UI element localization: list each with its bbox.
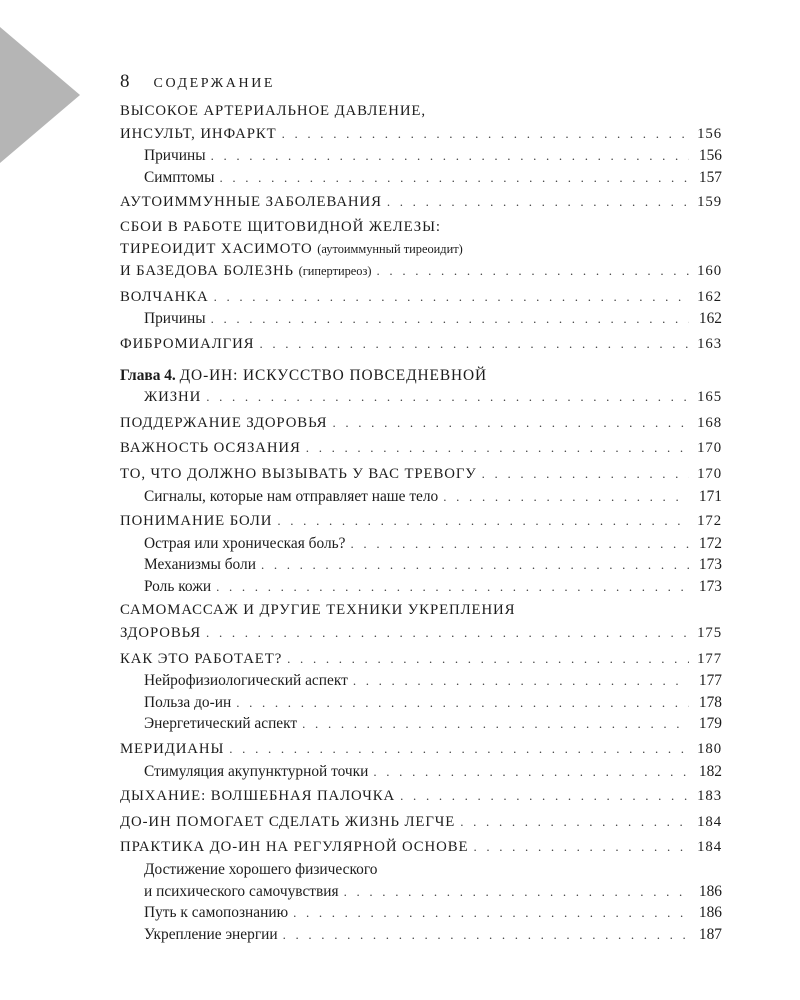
dot-leader xyxy=(216,576,689,598)
dot-leader xyxy=(214,286,689,308)
toc-page-number: 186 xyxy=(698,904,722,922)
dot-leader xyxy=(482,463,689,485)
toc-entry-title xyxy=(120,600,515,622)
toc-entry-text: Польза до-ин xyxy=(144,693,232,711)
toc-subentry xyxy=(120,486,722,508)
toc-entry-title xyxy=(120,464,477,486)
toc-entry-title xyxy=(144,713,297,735)
dot-leader xyxy=(400,785,689,807)
toc-page-number: 177 xyxy=(698,672,722,690)
toc-page-number: 170 xyxy=(697,465,722,482)
toc-entry-title xyxy=(144,308,206,330)
toc-subentry xyxy=(120,167,722,189)
toc-page-number: 173 xyxy=(698,577,722,595)
toc-entry-text: САМОМАССАЖ И ДРУГИЕ ТЕХНИКИ УКРЕПЛЕНИЯ xyxy=(120,602,516,619)
dot-leader xyxy=(236,692,689,714)
dot-leader xyxy=(306,437,689,459)
toc-entry xyxy=(120,260,722,283)
toc-entry xyxy=(120,785,722,808)
toc-entry-title xyxy=(120,192,382,214)
toc-entry-text: Механизмы боли xyxy=(144,556,256,574)
toc-entry xyxy=(120,412,722,435)
dot-leader xyxy=(302,713,689,735)
toc-page-number: 186 xyxy=(698,882,722,900)
toc-subentry xyxy=(120,761,722,783)
toc-entry-text: ВАЖНОСТЬ ОСЯЗАНИЯ xyxy=(120,440,301,457)
toc-entry-text: Укрепление энергии xyxy=(144,925,278,943)
toc-entry-text: Энергетический аспект xyxy=(144,715,298,733)
toc-entry-text: КАК ЭТО РАБОТАЕТ? xyxy=(120,650,283,667)
toc-page-number: 173 xyxy=(698,556,722,574)
dot-leader xyxy=(287,648,689,670)
toc-entry-title xyxy=(120,623,201,645)
toc-entry-title xyxy=(120,511,272,533)
toc-entry-text: И БАЗЕДОВА БОЛЕЗНЬ xyxy=(120,263,294,280)
toc-page-number: 171 xyxy=(698,487,722,505)
dot-leader xyxy=(351,533,689,555)
toc-entry-title xyxy=(120,217,441,239)
toc-entry-title xyxy=(144,554,256,576)
toc-page-number: 163 xyxy=(697,335,722,352)
toc-entry xyxy=(120,286,722,309)
toc-entry-title xyxy=(120,239,463,261)
toc-page-number: 162 xyxy=(698,310,722,328)
dot-leader xyxy=(211,145,689,167)
dot-leader xyxy=(377,260,689,282)
toc-entry-text: ФИБРОМИАЛГИЯ xyxy=(120,335,255,352)
toc-subentry xyxy=(120,576,722,598)
toc-page-number: 159 xyxy=(697,194,722,211)
toc-page-number: 168 xyxy=(697,414,722,431)
toc-entry-text: Нейрофизиологический аспект xyxy=(144,672,348,690)
corner-tab-shape xyxy=(0,27,80,163)
toc-entry-text: Роль кожи xyxy=(144,577,212,595)
toc-entry-title xyxy=(144,145,206,167)
toc-entry-text: ПРАКТИКА ДО-ИН НА РЕГУЛЯРНОЙ ОСНОВЕ xyxy=(120,839,469,856)
toc-subentry xyxy=(120,692,722,714)
toc-entry-text: Симптомы xyxy=(144,168,215,186)
toc-entry-text: ПОНИМАНИЕ БОЛИ xyxy=(120,513,273,530)
toc-page-number: 187 xyxy=(698,925,722,943)
toc-entry-note: (гипертиреоз) xyxy=(298,264,372,279)
toc-entry xyxy=(120,333,722,356)
toc-entry-text: Причины xyxy=(144,147,206,165)
dot-leader xyxy=(387,191,689,213)
toc-entry-text: ВОЛЧАНКА xyxy=(120,288,209,305)
toc-entry-title xyxy=(144,486,438,508)
toc-entry-title xyxy=(120,837,468,859)
toc-entry-text: Стимуляция акупунктурной точки xyxy=(144,762,369,780)
toc-page-number: 160 xyxy=(697,263,722,280)
toc-page-number: 177 xyxy=(697,650,722,667)
toc-entry xyxy=(120,738,722,761)
toc-entry xyxy=(120,622,722,645)
toc-entry xyxy=(120,437,722,460)
toc-entry-text: ВЫСОКОЕ АРТЕРИАЛЬНОЕ ДАВЛЕНИЕ, xyxy=(120,103,426,119)
dot-leader xyxy=(219,167,689,189)
toc-entry-title xyxy=(144,576,211,598)
toc-entry-title xyxy=(120,124,277,146)
toc-entry-text: ПОДДЕРЖАНИЕ ЗДОРОВЬЯ xyxy=(120,414,328,431)
toc-subentry xyxy=(120,859,722,881)
dot-leader xyxy=(344,881,689,903)
chapter-heading xyxy=(120,365,722,387)
toc-page-number: 165 xyxy=(697,389,722,406)
toc-entry-text: ЖИЗНИ xyxy=(144,389,202,406)
section-title: СОДЕРЖАНИЕ xyxy=(153,76,276,91)
toc-entry-note: (аутоиммунный тиреоидит) xyxy=(317,241,463,256)
toc-entry-title xyxy=(144,924,278,946)
toc-entry xyxy=(120,239,722,261)
dot-leader xyxy=(283,924,689,946)
toc-entry-text: ТИРЕОИДИТ ХАСИМОТО xyxy=(120,240,313,257)
toc-entry-text: Путь к самопознанию xyxy=(144,904,289,922)
toc-entry xyxy=(120,463,722,486)
toc-entry-title xyxy=(120,365,487,387)
toc-page-number: 157 xyxy=(698,168,722,186)
toc-entry-title xyxy=(144,533,346,555)
dot-leader xyxy=(206,622,689,644)
toc-page-number: 183 xyxy=(697,788,722,805)
toc-entry-text: ДЫХАНИЕ: ВОЛШЕБНАЯ ПАЛОЧКА xyxy=(120,788,396,805)
dot-leader xyxy=(353,670,689,692)
dot-leader xyxy=(206,386,689,408)
toc-entry-title xyxy=(144,387,201,409)
toc-entry-text: Сигналы, которые нам отправляет наше тело xyxy=(144,487,439,505)
toc-entry-text: Достижение хорошего физического xyxy=(144,861,378,878)
toc-page-number: 184 xyxy=(697,839,722,856)
toc-page-number: 179 xyxy=(698,715,722,733)
toc-entry-title xyxy=(120,261,372,283)
dot-leader xyxy=(211,308,689,330)
dot-leader xyxy=(460,811,689,833)
toc-entry-text: Острая или хроническая боль? xyxy=(144,534,346,552)
toc-subentry xyxy=(120,554,722,576)
toc-entry-title xyxy=(144,902,288,924)
toc-page-number: 172 xyxy=(697,513,722,530)
dot-leader xyxy=(261,554,689,576)
toc-entry-text: ИНСУЛЬТ, ИНФАРКТ xyxy=(120,125,277,142)
toc-entry-text: СБОИ В РАБОТЕ ЩИТОВИДНОЙ ЖЕЛЕЗЫ: xyxy=(120,218,441,235)
toc-entry xyxy=(120,123,722,146)
toc-page-number: 156 xyxy=(697,125,722,142)
page-number: 8 xyxy=(120,71,130,92)
dot-leader xyxy=(293,902,689,924)
dot-leader xyxy=(443,486,689,508)
toc-subentry xyxy=(120,308,722,330)
toc-entry-title xyxy=(120,786,395,808)
dot-leader xyxy=(277,510,689,532)
toc-entry-text: АУТОИММУННЫЕ ЗАБОЛЕВАНИЯ xyxy=(120,194,382,211)
dot-leader xyxy=(282,123,689,145)
toc-entry-title xyxy=(120,438,301,460)
toc-page-number: 162 xyxy=(697,288,722,305)
toc-subentry xyxy=(120,670,722,692)
toc-page-number: 172 xyxy=(698,534,722,552)
toc-page-number: 156 xyxy=(698,147,722,165)
corner-tab-marker xyxy=(0,27,80,163)
dot-leader xyxy=(229,738,689,760)
toc-entry-title xyxy=(120,739,224,761)
toc-entry xyxy=(120,191,722,214)
toc-entry-title xyxy=(120,334,254,356)
dot-leader xyxy=(259,333,689,355)
toc-entry xyxy=(120,648,722,671)
chapter-label: Глава 4. xyxy=(120,366,176,384)
toc-entry-title xyxy=(144,761,368,783)
chapter-title: ДО-ИН: ИСКУССТВО ПОВСЕДНЕВНОЙ xyxy=(179,366,488,384)
toc-subentry xyxy=(120,902,722,924)
toc-entry-title xyxy=(144,692,231,714)
dot-leader xyxy=(473,836,689,858)
toc-entry-title xyxy=(120,413,327,435)
toc-subentry xyxy=(120,924,722,946)
toc-entry-title xyxy=(120,812,455,834)
toc-page-number: 175 xyxy=(697,625,722,642)
toc-entry-title xyxy=(144,881,339,903)
toc-entry xyxy=(120,811,722,834)
running-head xyxy=(120,72,275,94)
dot-leader xyxy=(373,761,689,783)
toc-entry-title xyxy=(120,649,282,671)
toc-entry-title xyxy=(144,859,377,881)
table-of-contents xyxy=(120,101,722,945)
toc-entry xyxy=(120,510,722,533)
toc-subentry xyxy=(120,881,722,903)
toc-page-number: 170 xyxy=(697,440,722,457)
toc-entry xyxy=(120,386,722,409)
toc-page-number: 180 xyxy=(697,741,722,758)
toc-entry-text: ЗДОРОВЬЯ xyxy=(120,625,202,642)
toc-page-number: 184 xyxy=(697,813,722,830)
toc-entry-text: МЕРИДИАНЫ xyxy=(120,741,225,758)
toc-entry-title xyxy=(120,101,426,123)
toc-subentry xyxy=(120,533,722,555)
toc-subentry xyxy=(120,145,722,167)
toc-subentry xyxy=(120,713,722,735)
toc-entry-title xyxy=(144,167,214,189)
toc-entry-text: Причины xyxy=(144,310,206,328)
toc-page-number: 182 xyxy=(698,762,722,780)
toc-entry xyxy=(120,101,722,123)
toc-entry xyxy=(120,217,722,239)
toc-entry xyxy=(120,836,722,859)
toc-entry-text: ДО-ИН ПОМОГАЕТ СДЕЛАТЬ ЖИЗНЬ ЛЕГЧЕ xyxy=(120,813,456,830)
toc-entry-text: ТО, ЧТО ДОЛЖНО ВЫЗЫВАТЬ У ВАС ТРЕВОГУ xyxy=(120,465,477,482)
toc-entry-title xyxy=(120,287,209,309)
toc-entry-title xyxy=(144,670,348,692)
toc-entry-text: и психического самочувствия xyxy=(144,882,339,900)
dot-leader xyxy=(332,412,689,434)
toc-entry xyxy=(120,600,722,622)
toc-page-number: 178 xyxy=(698,693,722,711)
